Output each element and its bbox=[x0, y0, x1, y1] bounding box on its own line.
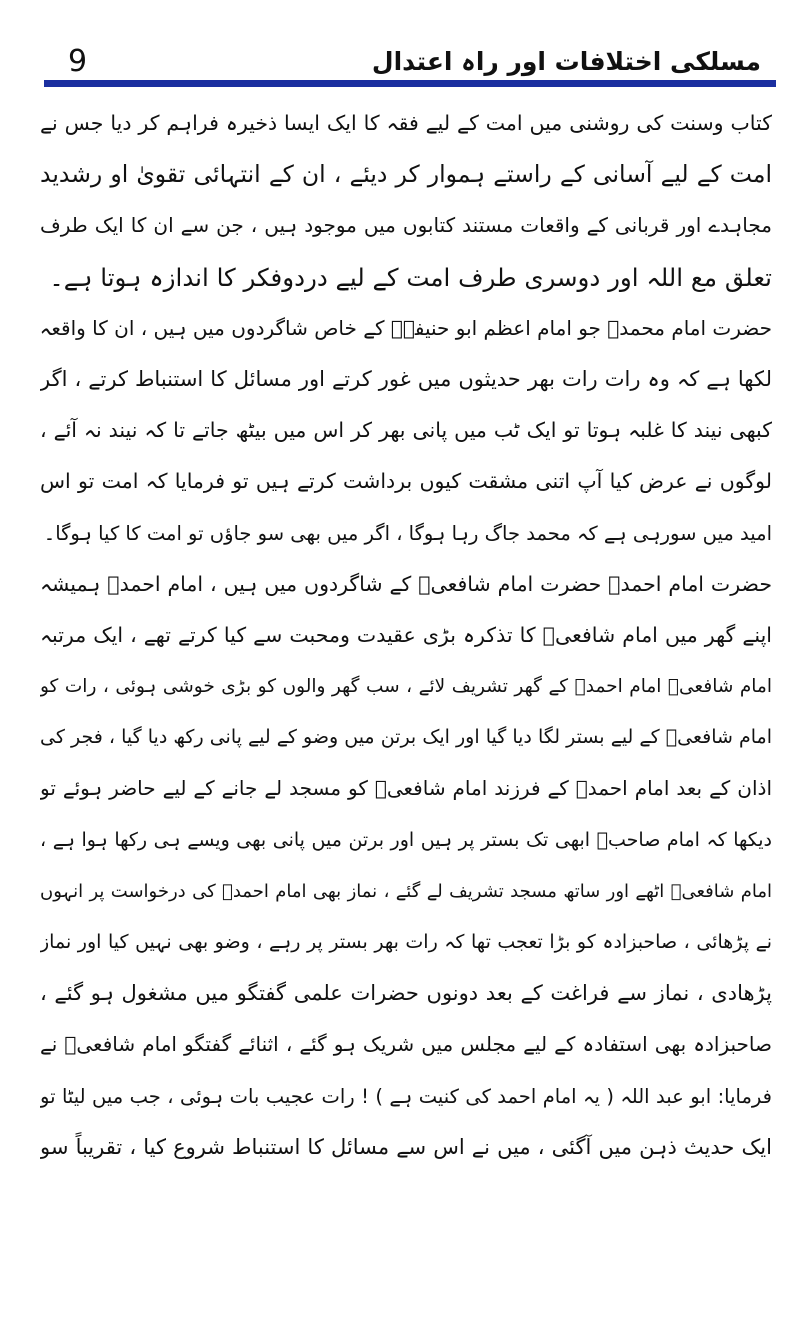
text-line: پڑھادی ، نماز سے فراغت کے بعد دونوں حضرات علمی گفتگو میں مشغول ہو گئے ، bbox=[40, 981, 772, 1006]
text-line: ایک حدیث ذہن میں آگئی ، میں نے اس سے مسائل کا استنباط شروع کیا ، تقریباً سو bbox=[40, 1134, 772, 1159]
text-line: صاحبزادہ بھی استفادہ کے لیے مجلس میں شریک ہو گئے ، اثنائے گفتگو امام شافعیؒ نے bbox=[40, 1032, 772, 1057]
page-number: 9 bbox=[68, 44, 88, 79]
text-line: امام شافعیؒ کے لیے بستر لگا دیا گیا اور ایک برتن میں وضو کے لیے پانی رکھ دیا گیا ، فجر کی bbox=[40, 726, 772, 749]
text-line: تعلق مع اللہ اور دوسری طرف امت کے لیے دردوفکر کا اندازہ ہوتا ہے۔ bbox=[49, 262, 772, 292]
text-line: امید میں سورہی ہے کہ محمد جاگ رہا ہوگا ، اگر میں بھی سو جاؤں تو امت کا کیا ہوگا۔ bbox=[43, 521, 772, 545]
page-header bbox=[0, 0, 801, 90]
text-line: مجاہدے اور قربانی کے واقعات مستند کتابوں میں موجود ہیں ، جن سے ان کا ایک طرف bbox=[40, 213, 772, 238]
text-line: اپنے گھر میں امام شافعیؒ کا تذکرہ بڑی عقیدت ومحبت سے کیا کرتے تھے ، ایک مرتبہ bbox=[40, 622, 772, 647]
text-line: اذان کے بعد امام احمدؒ کے فرزند امام شافعیؒ کو مسجد لے جانے کے لیے حاضر ہوئے تو bbox=[40, 776, 772, 801]
text-line: لکھا ہے کہ وہ رات رات بھر حدیثوں میں غور کرتے اور مسائل کا استنباط کرتے ، اگر bbox=[40, 366, 772, 391]
text-line: حضرت امام احمدؒ حضرت امام شافعیؒ کے شاگردوں میں ہیں ، امام احمدؒ ہمیشہ bbox=[40, 571, 772, 596]
text-line: نے پڑھائی ، صاحبزادہ کو بڑا تعجب تھا کہ رات بھر بستر پر رہے ، وضو بھی نہیں کیا اور نماز bbox=[40, 931, 772, 953]
text-line: کتاب وسنت کی روشنی میں امت کے لیے فقہ کا ایک ایسا ذخیرہ فراہم کر دیا جس نے bbox=[40, 111, 772, 135]
text-line: فرمایا: ابو عبد اللہ ( یہ امام احمد کی کنیت ہے ) ! رات عجیب بات ہوئی ، جب میں لیٹا تو bbox=[40, 1084, 772, 1108]
running-title: مسلکی اختلافات اور راہ اعتدال bbox=[371, 47, 761, 76]
header-rule bbox=[44, 80, 776, 87]
text-line: امام شافعیؒ اٹھے اور ساتھ مسجد تشریف لے گئے ، نماز بھی امام احمدؒ کی درخواست پر انہوں bbox=[40, 880, 772, 902]
text-line: حضرت امام محمدؒ جو امام اعظم ابو حنیفہؒ کے خاص شاگردوں میں ہیں ، ان کا واقعہ bbox=[40, 315, 772, 340]
text-line: لوگوں نے عرض کیا آپ اتنی مشقت کیوں برداشت کرتے ہیں تو فرمایا کہ امت تو اس bbox=[40, 469, 772, 494]
page-body-text bbox=[40, 98, 772, 1323]
text-line: امت کے لیے آسانی کے راستے ہموار کر دیئے ، ان کے انتہائی تقویٰ او رشدید bbox=[40, 160, 772, 189]
text-line: امام شافعیؒ امام احمدؒ کے گھر تشریف لائے ، سب گھر والوں کو بڑی خوشی ہوئی ، رات کو bbox=[40, 676, 772, 698]
text-line: دیکھا کہ امام صاحبؒ ابھی تک بستر پر ہیں اور برتن میں پانی بھی ویسے ہی رکھا ہوا ہے ، bbox=[40, 828, 772, 851]
text-line: کبھی نیند کا غلبہ ہوتا تو ایک ٹب میں پانی بھر کر اس میں بیٹھ جاتے تا کہ نیند نہ آئے ، bbox=[40, 418, 772, 443]
